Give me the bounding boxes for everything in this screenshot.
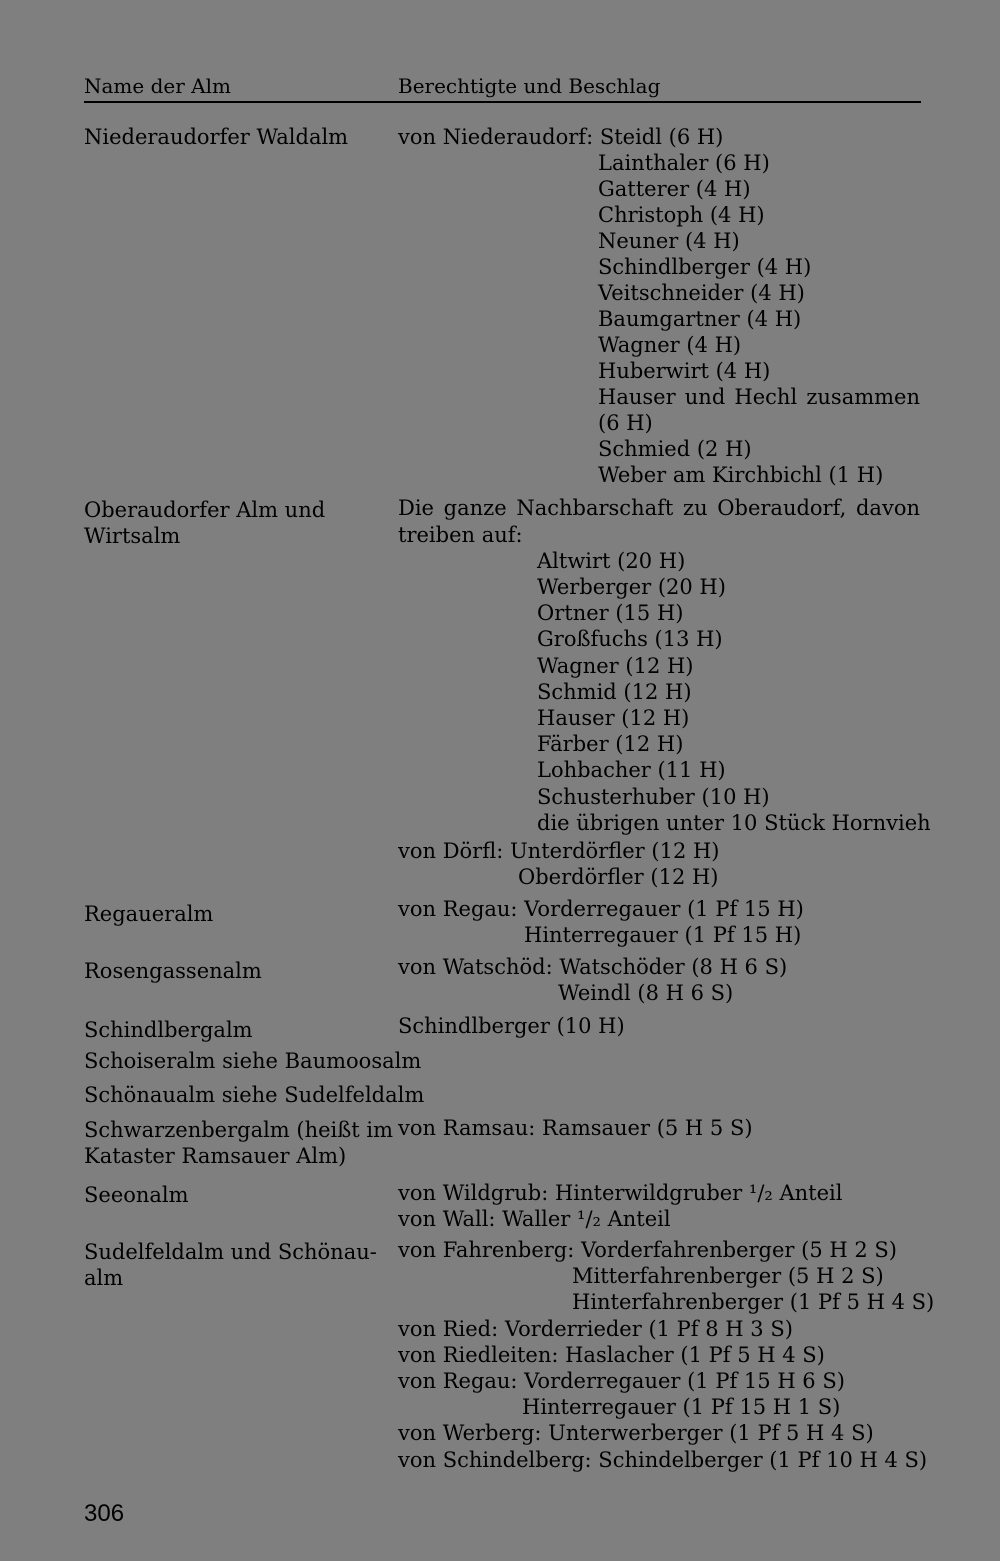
alm-name: Wirtsalm — [84, 524, 181, 548]
entry-line: von Regau: Vorderregauer (1 Pf 15 H) — [398, 897, 804, 921]
entry-line: von Wildgrub: Hinterwildgruber ¹/₂ Anteil — [398, 1181, 843, 1205]
entry-line: Wagner (12 H) — [537, 654, 694, 678]
alm-name: Niederaudorfer Waldalm — [84, 125, 349, 149]
entry-line: Hinterregauer (1 Pf 15 H) — [524, 923, 802, 947]
alm-name: Kataster Ramsauer Alm) — [84, 1144, 347, 1168]
alm-name: Rosengassenalm — [84, 959, 262, 983]
column-header-name: Name der Alm — [84, 74, 231, 98]
entry-line: von Ried: Vorderrieder (1 Pf 8 H 3 S) — [398, 1317, 793, 1341]
entry-line: Ortner (15 H) — [537, 601, 684, 625]
alm-name: Regaueralm — [84, 902, 214, 926]
entry-line: von Fahrenberg: Vorderfahrenberger (5 H 2 S) — [398, 1238, 897, 1262]
entry-line: Die ganze Nachbarschaft zu Oberaudorf, davon — [398, 496, 920, 520]
entry-line: von Niederaudorf: Steidl (6 H) — [398, 125, 724, 149]
entry-line: treiben auf: — [398, 523, 523, 547]
entry-line: Oberdörfler (12 H) — [518, 865, 719, 889]
entry-line: Weindl (8 H 6 S) — [558, 981, 734, 1005]
entry-line: Schmied (2 H) — [598, 437, 752, 461]
entry-line: Lainthaler (6 H) — [598, 151, 770, 175]
entry-line: von Dörfl: Unterdörfler (12 H) — [398, 839, 720, 863]
alm-name: Oberaudorfer Alm und — [84, 498, 326, 522]
entry-line: Lohbacher (11 H) — [537, 758, 726, 782]
entry-line: Huberwirt (4 H) — [598, 359, 771, 383]
alm-name: Sudelfeldalm und Schönau- — [84, 1240, 377, 1264]
entry-line: Großfuchs (13 H) — [537, 627, 723, 651]
entry-line: von Regau: Vorderregauer (1 Pf 15 H 6 S) — [398, 1369, 845, 1393]
entry-line: von Wall: Waller ¹/₂ Anteil — [398, 1207, 671, 1231]
alm-name: Schönaualm siehe Sudelfeldalm — [84, 1083, 425, 1107]
entry-line: Schindlberger (10 H) — [398, 1014, 625, 1038]
entry-line: von Schindelberg: Schindelberger (1 Pf 10 H 4 S) — [398, 1448, 928, 1472]
entry-line: Schusterhuber (10 H) — [537, 785, 770, 809]
alm-name: Schwarzenbergalm (heißt im — [84, 1118, 394, 1142]
entry-line: Gatterer (4 H) — [598, 177, 751, 201]
entry-line: von Watschöd: Watschöder (8 H 6 S) — [398, 955, 788, 979]
alm-name: Schindlbergalm — [84, 1018, 253, 1042]
entry-line: Weber am Kirchbichl (1 H) — [598, 463, 884, 487]
alm-name: Schoiseralm siehe Baumoosalm — [84, 1049, 422, 1073]
column-header-rights: Berechtigte und Beschlag — [398, 74, 661, 98]
entry-line: (6 H) — [598, 411, 653, 435]
entry-line: Veitschneider (4 H) — [598, 281, 805, 305]
entry-line: Mitterfahrenberger (5 H 2 S) — [572, 1264, 884, 1288]
entry-line: Hinterfahrenberger (1 Pf 5 H 4 S) — [572, 1290, 935, 1314]
header-rule — [84, 101, 921, 103]
alm-name: alm — [84, 1266, 124, 1290]
entry-line: Wagner (4 H) — [598, 333, 742, 357]
entry-line: Werberger (20 H) — [537, 575, 726, 599]
entry-line: Altwirt (20 H) — [537, 549, 686, 573]
entry-line: Hinterregauer (1 Pf 15 H 1 S) — [522, 1395, 841, 1419]
entry-line: Neuner (4 H) — [598, 229, 740, 253]
entry-line: von Ramsau: Ramsauer (5 H 5 S) — [398, 1116, 753, 1140]
entry-line: Christoph (4 H) — [598, 203, 765, 227]
entry-line: Schmid (12 H) — [537, 680, 692, 704]
entry-line: von Riedleiten: Haslacher (1 Pf 5 H 4 S) — [398, 1343, 825, 1367]
entry-line: Baumgartner (4 H) — [598, 307, 802, 331]
page-number: 306 — [84, 1500, 125, 1527]
entry-line: von Werberg: Unterwerberger (1 Pf 5 H 4 S) — [398, 1421, 874, 1445]
entry-line: Färber (12 H) — [537, 732, 684, 756]
entry-line: die übrigen unter 10 Stück Hornvieh — [537, 811, 931, 835]
entry-line: Hauser (12 H) — [537, 706, 690, 730]
entry-line: Schindlberger (4 H) — [598, 255, 812, 279]
alm-name: Seeonalm — [84, 1183, 189, 1207]
entry-line: Hauser und Hechl zusammen — [598, 385, 920, 409]
